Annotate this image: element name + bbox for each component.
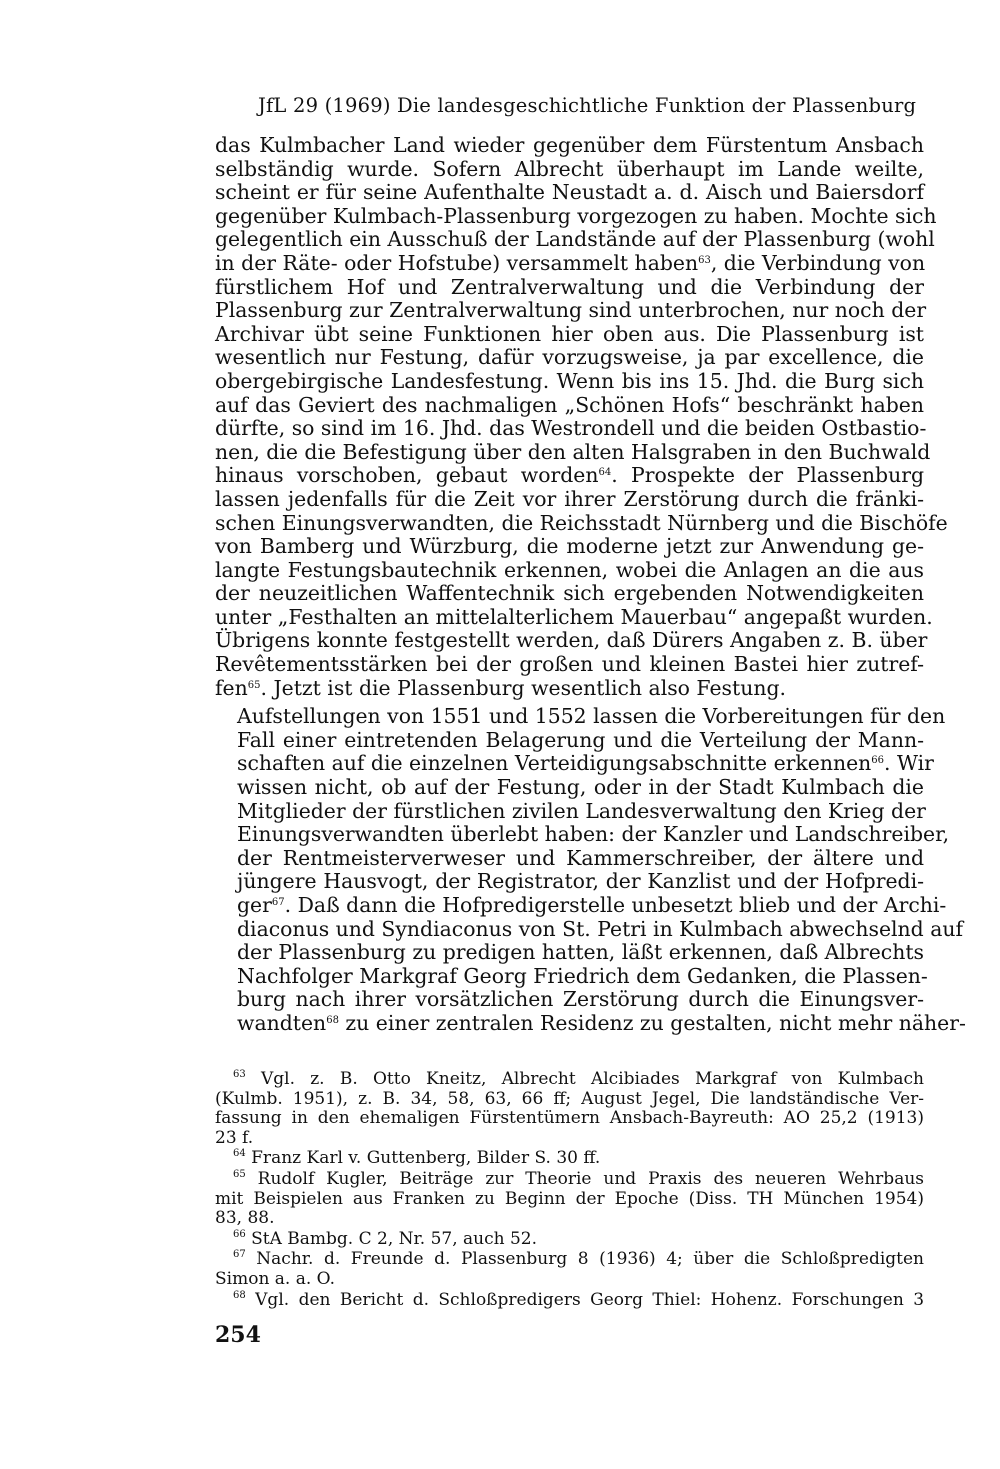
text-line: schen Einungsverwandten, die Reichsstadt Nürnberg und die Bischöfe [215, 510, 948, 535]
text-fragment: fen [215, 675, 248, 700]
footnote-number: 64 [233, 1148, 246, 1160]
text-line: unter „Festhalten an mittelalterlichem Mauerbau“ angepaßt wurden. [215, 604, 933, 629]
text-fragment: wandten [237, 1010, 327, 1035]
text-line [215, 677, 924, 701]
footnote-number: 67 [233, 1249, 246, 1261]
footnote-ref: 67 [271, 897, 285, 908]
text-fragment: StA Bambg. C 2, Nr. 57, auch 52. [251, 1228, 538, 1249]
footnote-line: mit Beispielen aus Franken zu Beginn der Epoche (Diss. TH München 1954) [215, 1188, 924, 1209]
text-fragment: . Prospekte der Plassenburg [611, 463, 924, 488]
text-line: Plassenburg zur Zentralverwaltung sind unterbrochen, nur noch der [215, 298, 927, 323]
text-fragment: Nachr. d. Freunde d. Plassenburg 8 (1936) 4; über die Schloßpredigten [256, 1249, 924, 1270]
paragraph-1 [215, 133, 948, 700]
text-line: der neuzeitlichen Waffentechnik sich ergebenden Notwendigkeiten [215, 581, 924, 606]
text-fragment: , die Verbindung von [710, 250, 926, 275]
text-fragment: hinaus vorschoben, gebaut worden [215, 463, 599, 488]
text-line: das Kulmbacher Land wieder gegenüber dem Fürstentum Ansbach [215, 133, 924, 157]
text-line: scheint er für seine Aufenthalte Neustadt a. d. Aisch und Baiersdorf [215, 180, 924, 205]
footnote-ref: 63 [698, 254, 711, 266]
footnote-number: 65 [233, 1168, 246, 1180]
footnote-ref: 66 [871, 755, 885, 767]
footnote-68 [215, 1291, 924, 1311]
footnote-line: 83, 88. [215, 1208, 275, 1229]
text-line [215, 1010, 966, 1036]
text-line: der Plassenburg zu predigen hatten, läßt erkennen, daß Albrechts [237, 940, 924, 965]
text-line: lassen jedenfalls für die Zeit vor ihrer Zerstörung durch die fränki- [215, 486, 924, 511]
text-line: wesentlich nur Festung, dafür vorzugsweise, ja par excellence, die [215, 345, 924, 370]
paragraph-2 [215, 704, 966, 1035]
text-fragment: in der Räte- oder Hofstube) versammelt haben [215, 250, 699, 275]
text-line [215, 893, 947, 918]
footnote-line: (Kulmb. 1951), z. B. 34, 58, 63, 66 ff; August Jegel, Die landständische Ver- [215, 1088, 924, 1109]
footnotes [215, 1070, 924, 1311]
footnote-ref: 64 [598, 467, 612, 479]
running-head: JfL 29 (1969) Die landesgeschichtliche Funktion der Plassenburg [258, 94, 917, 117]
footnote-line: 23 f. [215, 1127, 254, 1148]
text-line [215, 464, 924, 488]
text-line: gelegentlich ein Ausschuß der Landstände auf der Plassenburg (wohl [215, 227, 935, 252]
text-line: langte Festungsbautechnik erkennen, wobei die Anlagen an die aus [215, 557, 924, 582]
text-line: auf das Geviert des nachmaligen „Schönen Hofs“ beschränkt haben [215, 392, 924, 417]
footnote-ref: 65 [247, 679, 261, 691]
footnote-number: 68 [233, 1289, 246, 1301]
text-line: von Bamberg und Würzburg, die moderne jetzt zur Anwendung ge- [215, 534, 924, 559]
text-fragment: Vgl. z. B. Otto Kneitz, Albrecht Alcibiades Markgraf von Kulmbach [260, 1069, 924, 1089]
footnote-line [215, 1149, 924, 1169]
text-line: Mitglieder der fürstlichen zivilen Landesverwaltung den Krieg der [237, 798, 926, 823]
text-line: diaconus und Syndiaconus von St. Petri in Kulmbach abwechselnd auf [237, 916, 964, 941]
text-line: Übrigens konnte festgestellt werden, daß Dürers Angaben z. B. über [215, 628, 928, 653]
footnote-ref: 68 [326, 1014, 339, 1026]
text-line: wissen nicht, ob auf der Festung, oder in der Stadt Kulmbach die [237, 775, 924, 800]
text-line: gegenüber Kulmbach-Plassenburg vorgezogen zu haben. Mochte sich [215, 203, 937, 228]
text-line: obergebirgische Landesfestung. Wenn bis ins 15. Jhd. die Burg sich [215, 368, 924, 393]
text-fragment: schaften auf die einzelnen Verteidigungsabschnitte erkennen [237, 751, 872, 776]
text-line: Nachfolger Markgraf Georg Friedrich dem Gedanken, die Plassen- [237, 963, 928, 988]
footnote-number: 63 [233, 1069, 246, 1080]
text-fragment: . Daß dann die Hofpredigerstelle unbesetzt blieb und der Archi- [284, 893, 947, 917]
main-text [215, 133, 966, 1036]
text-fragment: . Wir [884, 751, 934, 776]
footnote-line [215, 1230, 924, 1250]
text-fragment: ger [237, 893, 272, 917]
text-fragment: . Jetzt ist die Plassenburg wesentlich also Festung. [260, 675, 786, 700]
footnote-64 [215, 1149, 924, 1169]
text-line: Einungsverwandten überlebt haben: der Kanzler und Landschreiber, [237, 822, 950, 847]
footnote-line [215, 1170, 924, 1190]
page-number: 254 [215, 1322, 261, 1348]
text-fragment: Vgl. den Bericht d. Schloßpredigers Georg Thiel: Hohenz. Forschungen 3 [255, 1289, 925, 1310]
footnote-66 [215, 1230, 924, 1250]
text-line [215, 252, 924, 276]
footnote-63 [215, 1070, 924, 1148]
text-line: fürstlichem Hof und Zentralverwaltung und die Verbindung der [215, 274, 924, 299]
footnote-line: Simon a. a. O. [215, 1268, 336, 1289]
text-line: der Rentmeisterverweser und Kammerschreiber, der ältere und [237, 845, 924, 870]
text-line: selbständig wurde. Sofern Albrecht überhaupt im Lande weilte, [215, 156, 924, 181]
footnote-67 [215, 1250, 924, 1289]
text-fragment: Franz Karl v. Guttenberg, Bilder S. 30 ff. [251, 1148, 601, 1169]
text-fragment: zu einer zentralen Residenz zu gestalten, nicht mehr näher- [338, 1010, 966, 1035]
text-line: nen, die die Befestigung über den alten Halsgraben in den Buchwald [215, 439, 931, 464]
footnote-line: fassung in den ehemaligen Fürstentümern Ansbach-Bayreuth: AO 25,2 (1913) [215, 1108, 924, 1129]
text-line: Fall einer eintretenden Belagerung und die Verteilung der Mann- [237, 727, 924, 752]
footnote-line [215, 1250, 924, 1270]
footnote-line [215, 1291, 924, 1311]
text-line: Aufstellungen von 1551 und 1552 lassen die Vorbereitungen für den [237, 704, 946, 729]
text-line: dürfte, so sind im 16. Jhd. das Westrondell und die beiden Ostbastio- [215, 416, 927, 441]
footnote-line [215, 1070, 924, 1090]
footnote-number: 66 [233, 1228, 246, 1240]
footnote-65 [215, 1170, 924, 1229]
text-line [215, 751, 934, 776]
text-fragment: Rudolf Kugler, Beiträge zur Theorie und Praxis des neueren Wehrbaus [257, 1168, 925, 1189]
text-line: jüngere Hausvogt, der Registrator, der Kanzlist und der Hofpredi- [237, 869, 924, 894]
text-line: Archivar übt seine Funktionen hier oben aus. Die Plassenburg ist [215, 321, 924, 346]
text-line: Revêtementsstärken bei der großen und kleinen Bastei hier zutref- [215, 652, 924, 677]
text-line: burg nach ihrer vorsätzlichen Zerstörung durch die Einungsver- [237, 987, 924, 1012]
